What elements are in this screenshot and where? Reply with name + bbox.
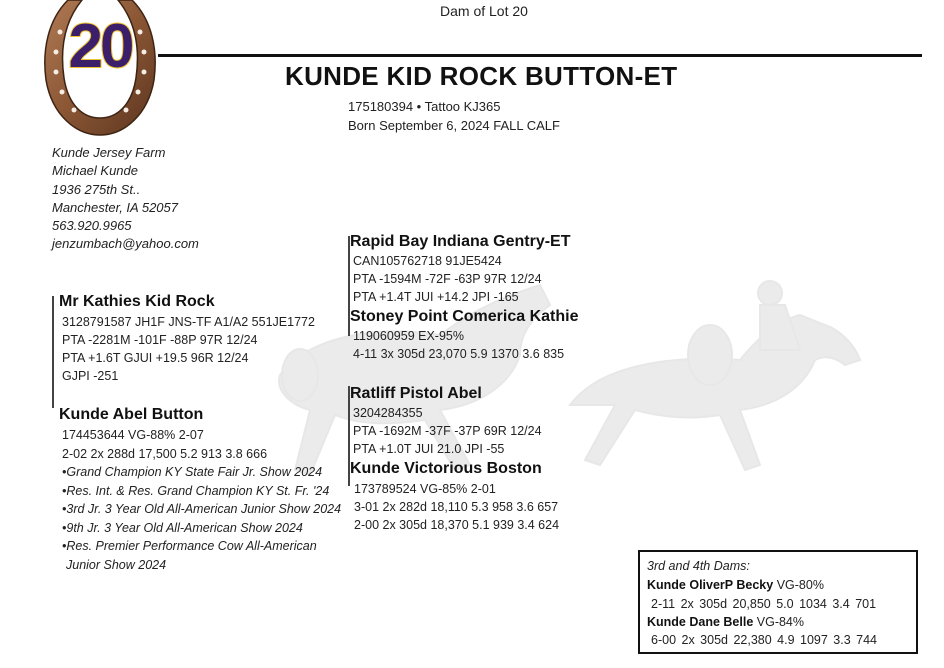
dam-sire-block bbox=[350, 385, 542, 458]
owner-block bbox=[52, 144, 199, 254]
owner-farm: Kunde Jersey Farm bbox=[52, 145, 166, 160]
dam-of-label: Dam of Lot 20 bbox=[440, 3, 528, 19]
third-dam bbox=[647, 578, 824, 592]
third-dam-score: VG-80% bbox=[773, 578, 824, 592]
dam-block bbox=[59, 406, 341, 574]
dam-dam-name: Kunde Victorious Boston bbox=[350, 460, 542, 477]
dam-award: •Res. Premier Performance Cow All-American bbox=[62, 539, 317, 553]
dam-dam-line: 3-01 2x 282d 18,110 5.3 958 3.6 657 bbox=[354, 500, 559, 514]
sire-sire-line: PTA +1.4T JUI +14.2 JPI -165 bbox=[353, 290, 519, 304]
sire-block bbox=[59, 293, 315, 385]
sire-line: PTA -2281M -101F -88P 97R 12/24 bbox=[62, 333, 258, 347]
fourth-dam-record: 6-00 2x 305d 22,380 4.9 1097 3.3 744 bbox=[651, 633, 877, 647]
dam-dam-block bbox=[350, 460, 559, 534]
sire-dam-name: Stoney Point Comerica Kathie bbox=[350, 308, 579, 325]
dam-line: 2-02 2x 288d 17,500 5.2 913 3.8 666 bbox=[62, 446, 268, 461]
dam-sire-line: PTA -1692M -37F -37P 69R 12/24 bbox=[353, 424, 542, 438]
owner-phone: 563.920.9965 bbox=[52, 218, 132, 234]
sire-sire-line: CAN105762718 91JE5424 bbox=[353, 254, 502, 268]
lot-number: 20 bbox=[68, 12, 132, 81]
title-rule bbox=[158, 54, 922, 57]
dams-box-heading: 3rd and 4th Dams: bbox=[647, 559, 750, 573]
owner-city: Manchester, IA 52057 bbox=[52, 199, 178, 215]
dam-award: •Res. Int. & Res. Grand Champion KY St. Fr. '24 bbox=[62, 483, 330, 498]
sire-sire-block bbox=[350, 233, 570, 306]
sire-name: Mr Kathies Kid Rock bbox=[59, 293, 215, 310]
dam-award: •3rd Jr. 3 Year Old All-American Junior Show 2024 bbox=[62, 502, 342, 516]
fourth-dam-name: Kunde Dane Belle bbox=[647, 615, 754, 629]
dam-award: •Grand Champion KY State Fair Jr. Show 2024 bbox=[62, 465, 323, 479]
sire-dam-line: 119060959 EX-95% bbox=[353, 329, 464, 343]
born-line: Born September 6, 2024 FALL CALF bbox=[348, 118, 560, 133]
sire-line: GJPI -251 bbox=[62, 369, 119, 383]
dam-dam-line: 173789524 VG-85% 2-01 bbox=[354, 482, 496, 496]
dam-award: •9th Jr. 3 Year Old All-American Show 2024 bbox=[62, 520, 303, 535]
sire-dam-block bbox=[350, 308, 579, 363]
dam-sire-name: Ratliff Pistol Abel bbox=[350, 385, 482, 402]
registration-line: 175180394 • Tattoo KJ365 bbox=[348, 99, 501, 114]
third-dam-name: Kunde OliverP Becky bbox=[647, 578, 774, 592]
owner-name: Michael Kunde bbox=[52, 163, 138, 179]
sire-sire-line: PTA -1594M -72F -63P 97R 12/24 bbox=[353, 272, 542, 286]
third-fourth-dams-box bbox=[638, 550, 918, 654]
owner-street: 1936 275th St.. bbox=[52, 181, 141, 197]
dam-line: 174453644 VG-88% 2-07 bbox=[62, 428, 204, 442]
sire-bracket bbox=[52, 296, 54, 408]
fourth-dam bbox=[647, 615, 804, 629]
fourth-dam-score: VG-84% bbox=[753, 615, 804, 629]
sire-dam-line: 4-11 3x 305d 23,070 5.9 1370 3.6 835 bbox=[353, 347, 565, 361]
sire-line: 3128791587 JH1F JNS-TF A1/A2 551JE1772 bbox=[62, 315, 315, 329]
sire-line: PTA +1.6T GJUI +19.5 96R 12/24 bbox=[62, 351, 249, 365]
owner-email: jenzumbach@yahoo.com bbox=[52, 236, 199, 252]
dam-dam-line: 2-00 2x 305d 18,370 5.1 939 3.4 624 bbox=[354, 518, 560, 532]
dam-award: Junior Show 2024 bbox=[66, 557, 167, 572]
dam-name: Kunde Abel Button bbox=[59, 406, 204, 423]
sire-sire-name: Rapid Bay Indiana Gentry-ET bbox=[350, 233, 571, 250]
page-title: KUNDE KID ROCK BUTTON-ET bbox=[285, 61, 678, 91]
dam-sire-line: 3204284355 bbox=[353, 406, 423, 420]
dam-sire-line: PTA +1.0T JUI 21.0 JPI -55 bbox=[353, 442, 505, 456]
third-dam-record: 2-11 2x 305d 20,850 5.0 1034 3.4 701 bbox=[651, 597, 877, 611]
